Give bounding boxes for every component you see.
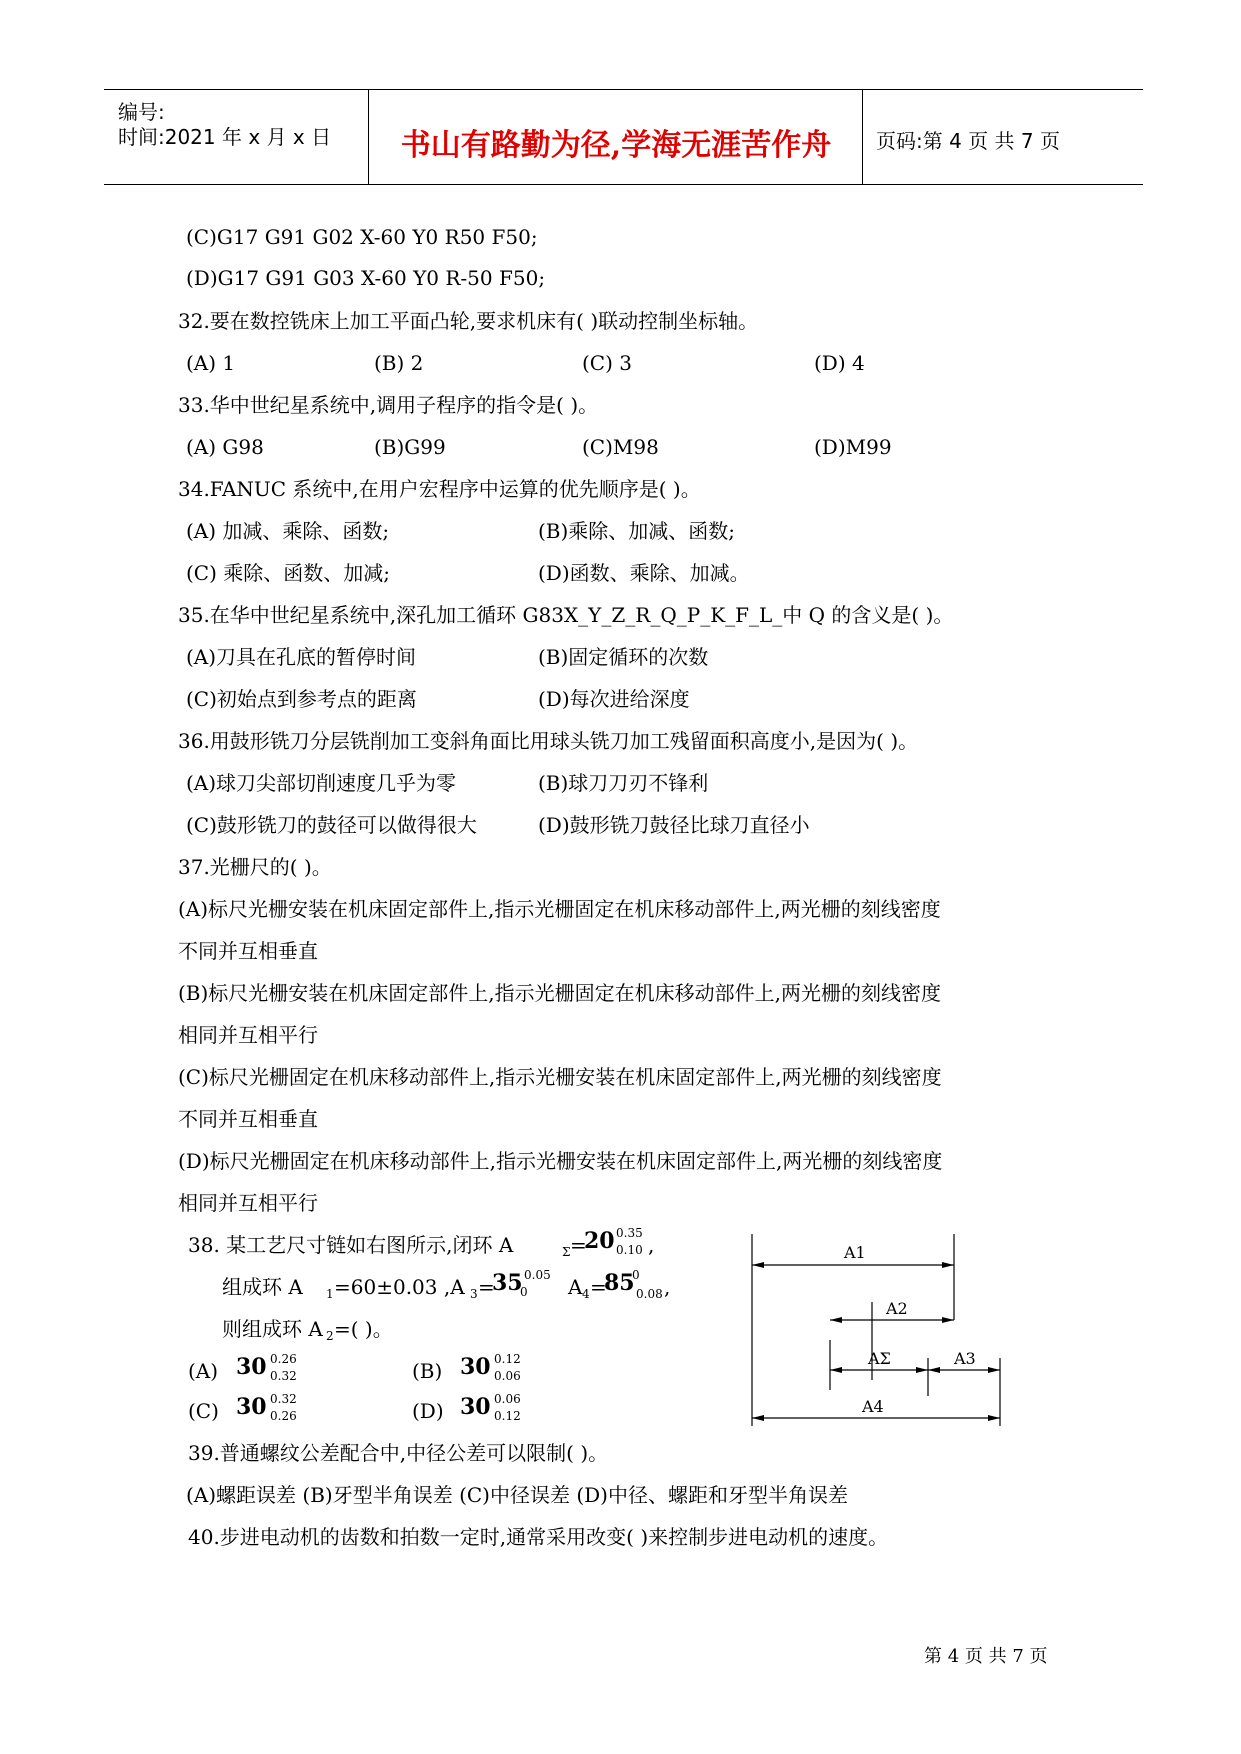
option-d: (D)标尺光栅固定在机床移动部件上,指示光栅安装在机床固定部件上,两光栅的刻线密度 (178, 1149, 943, 1173)
label-a4: A4 (862, 1397, 884, 1416)
nominal-value: 20 (584, 1228, 615, 1254)
label-asigma: AΣ (868, 1349, 891, 1368)
option-b: (B)乘除、加减、函数; (538, 519, 736, 543)
label-a3: A3 (954, 1349, 976, 1368)
question-40: 40.步进电动机的齿数和拍数一定时,通常采用改变( )来控制步进电动机的速度。 (188, 1525, 889, 1549)
option-b: (B)G99 (374, 435, 446, 459)
label-a2: A2 (886, 1299, 908, 1318)
option-c: (C) 乘除、函数、加减; (186, 561, 391, 585)
lower-deviation: 0.26 (270, 1409, 297, 1423)
lower-deviation: 0 (520, 1285, 528, 1299)
subscript: 4 (582, 1287, 590, 1301)
option-d: (D)鼓形铣刀鼓径比球刀直径小 (538, 813, 810, 837)
question-36: 36.用鼓形铣刀分层铣削加工变斜角面比用球头铣刀加工残留面积高度小,是因为( )。 (178, 729, 919, 753)
number-label: 编号: (118, 100, 165, 124)
subscript: 1 (326, 1287, 334, 1301)
upper-deviation: 0.26 (270, 1352, 297, 1366)
q38-line1: 38. 某工艺尺寸链如右图所示,闭环 A (188, 1233, 514, 1257)
question-39: 39.普通螺纹公差配合中,中径公差可以限制( )。 (188, 1441, 609, 1465)
lower-deviation: 0.32 (270, 1369, 297, 1383)
question-32: 32.要在数控铣床上加工平面凸轮,要求机床有( )联动控制坐标轴。 (178, 309, 759, 333)
option-line: (C)G17 G91 G02 X-60 Y0 R50 F50; (186, 225, 538, 249)
question-35: 35.在华中世纪星系统中,深孔加工循环 G83X_Y_Z_R_Q_P_K_F_L_中 Q 的含义是( )。 (178, 603, 954, 627)
subscript: 2 (326, 1329, 334, 1343)
equals: = (570, 1233, 587, 1257)
option-d: (D) (412, 1399, 444, 1423)
header-right-cell (864, 90, 1143, 184)
subscript: 3 (470, 1287, 478, 1301)
option-d: (D) 4 (814, 351, 865, 375)
question-37: 37.光栅尺的( )。 (178, 855, 332, 879)
option-c: (C) (188, 1399, 219, 1423)
upper-deviation: 0.12 (494, 1352, 521, 1366)
option-a: (A) (188, 1359, 219, 1383)
time-label: 时间:2021 年 x 月 x 日 (118, 125, 332, 149)
dimension-chain-diagram (740, 1230, 1010, 1430)
option-b-value: 30 (460, 1354, 491, 1380)
option-c-cont: 不同并互相垂直 (178, 1107, 318, 1131)
comma: , (648, 1233, 655, 1257)
upper-deviation: 0.06 (494, 1392, 521, 1406)
option-c: (C)标尺光栅固定在机床移动部件上,指示光栅安装在机床固定部件上,两光栅的刻线密度 (178, 1065, 942, 1089)
option-a: (A) 加减、乘除、函数; (186, 519, 390, 543)
option-a: (A)球刀尖部切削速度几乎为零 (186, 771, 457, 795)
upper-deviation: 0 (632, 1268, 640, 1282)
comma: , (664, 1275, 671, 1299)
option-b: (B)标尺光栅安装在机床固定部件上,指示光栅固定在机床移动部件上,两光栅的刻线密度 (178, 981, 942, 1005)
q38-line3: 则组成环 A (222, 1317, 323, 1341)
option-a-value: 30 (236, 1354, 267, 1380)
option-d: (D)函数、乘除、加减。 (538, 561, 750, 585)
upper-deviation: 0.05 (524, 1268, 551, 1282)
option-a-cont: 不同并互相垂直 (178, 939, 318, 963)
q38-line2b: =60±0.03 ,A (334, 1275, 465, 1299)
page-footer: 第 4 页 共 7 页 (924, 1646, 1048, 1667)
option-c: (C) 3 (582, 351, 632, 375)
option-a: (A) G98 (186, 435, 264, 459)
option-line: (D)G17 G91 G03 X-60 Y0 R-50 F50; (186, 266, 546, 290)
option-c: (C)鼓形铣刀的鼓径可以做得很大 (186, 813, 477, 837)
subscript: Σ (562, 1245, 571, 1259)
lower-deviation: 0.08 (636, 1287, 663, 1301)
option-d-cont: 相同并互相平行 (178, 1191, 318, 1215)
lower-deviation: 0.10 (616, 1243, 643, 1257)
upper-deviation: 0.35 (616, 1226, 643, 1240)
equals: = (590, 1275, 607, 1299)
option-c: (C)M98 (582, 435, 659, 459)
q38-line3b: =( )。 (334, 1317, 393, 1341)
page-label: 页码:第 4 页 共 7 页 (876, 129, 1060, 153)
q38-a4: A (568, 1275, 583, 1299)
option-a: (A)标尺光栅安装在机床固定部件上,指示光栅固定在机床移动部件上,两光栅的刻线密度 (178, 897, 941, 921)
option-d: (D)每次进给深度 (538, 687, 690, 711)
option-d-value: 30 (460, 1394, 491, 1420)
header-left-cell (104, 90, 369, 184)
option-c-value: 30 (236, 1394, 267, 1420)
upper-deviation: 0.32 (270, 1392, 297, 1406)
option-a: (A) 1 (186, 351, 236, 375)
question-39-options: (A)螺距误差 (B)牙型半角误差 (C)中径误差 (D)中径、螺距和牙型半角误差 (186, 1483, 848, 1507)
nominal-value: 35 (492, 1270, 523, 1296)
option-a: (A)刀具在孔底的暂停时间 (186, 645, 417, 669)
option-b: (B) (412, 1359, 443, 1383)
option-b: (B) 2 (374, 351, 424, 375)
option-b-cont: 相同并互相平行 (178, 1023, 318, 1047)
header-table (104, 89, 1143, 185)
header-center-cell (370, 90, 863, 184)
option-b: (B)固定循环的次数 (538, 645, 709, 669)
lower-deviation: 0.06 (494, 1369, 521, 1383)
equals: = (478, 1275, 495, 1299)
option-b: (B)球刀刀刃不锋利 (538, 771, 709, 795)
lower-deviation: 0.12 (494, 1409, 521, 1423)
option-c: (C)初始点到参考点的距离 (186, 687, 417, 711)
label-a1: A1 (844, 1243, 866, 1262)
q38-line2: 组成环 A (222, 1275, 303, 1299)
option-d: (D)M99 (814, 435, 892, 459)
question-33: 33.华中世纪星系统中,调用子程序的指令是( )。 (178, 393, 599, 417)
nominal-value: 85 (604, 1270, 635, 1296)
question-34: 34.FANUC 系统中,在用户宏程序中运算的优先顺序是( )。 (178, 477, 701, 501)
motto: 书山有路勤为径,学海无涯苦作舟 (400, 128, 832, 163)
